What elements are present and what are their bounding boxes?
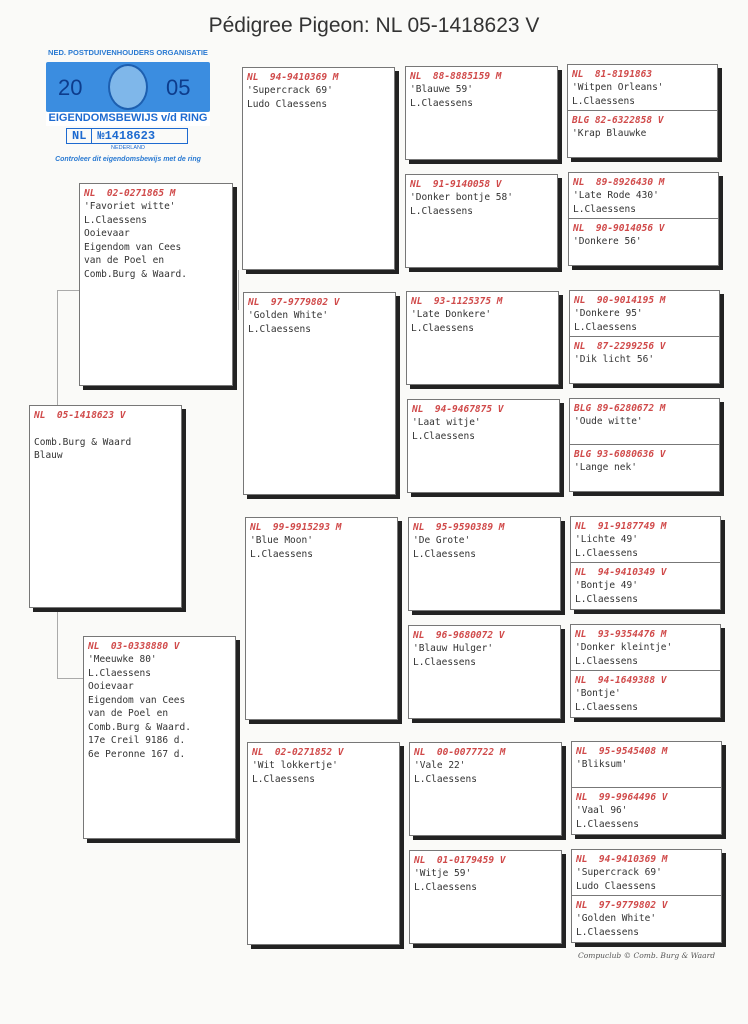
great-grandparent-card — [407, 399, 560, 493]
great-grandparent-card — [406, 291, 559, 385]
pigeon-details: 'Golden White' L.Claessens — [576, 913, 657, 938]
pigeon-details: 'Bliksum' — [576, 759, 628, 770]
ring-number: NL 90-9014195 M — [574, 295, 666, 306]
pigeon-details: 'Krap Blauwke — [572, 128, 647, 139]
connector-line — [57, 608, 58, 678]
pigeon-details: 'Supercrack 69' Ludo Claessens — [247, 85, 333, 110]
ring-number: NL 94-9410369 M — [247, 72, 339, 83]
pigeon-details: 'Late Rode 430' L.Claessens — [573, 190, 659, 215]
ancestor-cell — [569, 336, 720, 384]
footer-credit: Compuclub © Comb. Burg & Waard — [578, 951, 715, 960]
ring-number: NL 93-1125375 M — [411, 296, 503, 307]
ancestor-cell — [567, 64, 718, 111]
ring-number: NL 94-9410349 V — [575, 567, 667, 578]
pigeon-details: 'Vale 22' L.Claessens — [414, 760, 477, 785]
ring-number: NL 96-9680072 V — [413, 630, 505, 641]
ancestor-cell — [568, 172, 719, 219]
certificate-country-code: NL — [67, 129, 92, 143]
page-title: Pédigree Pigeon: NL 05-1418623 V — [208, 14, 540, 37]
ancestor-pair-card — [571, 849, 722, 943]
pigeon-details: 'Bontje' L.Claessens — [575, 688, 638, 713]
pigeon-details: 'Witpen Orleans' L.Claessens — [572, 82, 664, 107]
pigeon-details: 'Meeuwke 80' L.Claessens Ooievaar Eigendom van Cees van de Poel en Comb.Burg & Waard. 17e Creil 9186 d. 6e Peronne 167 d. — [88, 654, 191, 760]
certificate-band: EIGENDOMSBEWIJS v/d RING — [46, 112, 210, 126]
ancestor-cell — [571, 895, 722, 943]
ancestor-cell — [569, 398, 720, 445]
certificate-number-box — [66, 128, 188, 144]
ring-number: NL 94-9467875 V — [412, 404, 504, 415]
ring-number: NL 93-9354476 M — [575, 629, 667, 640]
ring-certificate — [32, 48, 224, 170]
ancestor-cell — [571, 849, 722, 896]
pigeon-details: 'Blue Moon' L.Claessens — [250, 535, 313, 560]
pigeon-details: 'Donkere 56' — [573, 236, 642, 247]
certificate-org: NED. POSTDUIVENHOUDERS ORGANISATIE — [48, 48, 208, 57]
ring-number: NL 99-9915293 M — [250, 522, 342, 533]
pigeon-details: 'Lange nek' — [574, 462, 637, 473]
pigeon-details: 'Lichte 49' L.Claessens — [575, 534, 638, 559]
pigeon-details: 'Late Donkere' L.Claessens — [411, 309, 492, 334]
ancestor-cell — [571, 741, 722, 788]
ancestor-pair-card — [569, 398, 720, 492]
ring-number: NL 00-0077722 M — [414, 747, 506, 758]
great-grandparent-card — [409, 742, 562, 836]
pigeon-details: 'Blauwe 59' L.Claessens — [410, 84, 473, 109]
ancestor-cell — [570, 562, 721, 610]
ancestor-pair-card — [570, 516, 721, 610]
ring-number: NL 91-9187749 M — [575, 521, 667, 532]
certificate-country: NEDERLAND — [111, 145, 145, 151]
ring-number: BLG 82-6322858 V — [572, 115, 664, 126]
ancestor-pair-card — [567, 64, 718, 158]
ancestor-cell — [570, 670, 721, 718]
pigeon-details: 'Blauw Hulger' L.Claessens — [413, 643, 494, 668]
ancestor-cell — [569, 290, 720, 337]
pigeon-details: Comb.Burg & Waard Blauw — [34, 436, 132, 461]
subject-pigeon-card — [29, 405, 182, 608]
ring-number: NL 90-9014056 V — [573, 223, 665, 234]
ancestor-cell — [570, 624, 721, 671]
ancestor-cell — [567, 110, 718, 158]
great-grandparent-card — [409, 850, 562, 944]
connector-line — [57, 290, 81, 291]
connector-line — [57, 678, 84, 679]
ring-number: NL 81-8191863 — [572, 69, 653, 80]
ring-number: NL 95-9545408 M — [576, 746, 668, 757]
ring-number: BLG 89-6280672 M — [574, 403, 666, 414]
pigeon-details: 'Laat witje' L.Claessens — [412, 417, 481, 442]
certificate-note: Controleer dit eigendomsbewijs met de ring — [55, 156, 201, 163]
ancestor-cell — [571, 787, 722, 835]
pigeon-details: 'Favoriet witte' L.Claessens Ooievaar Eigendom van Cees van de Poel en Comb.Burg & Waard. — [84, 201, 187, 280]
pigeon-details: 'Oude witte' — [574, 416, 643, 427]
pigeon-details: 'Donker kleintje' L.Claessens — [575, 642, 673, 667]
grandparent-card — [245, 517, 398, 720]
pigeon-details: 'Wit lokkertje' L.Claessens — [252, 760, 338, 785]
ring-number: NL 94-1649388 V — [575, 675, 667, 686]
ancestor-cell — [570, 516, 721, 563]
great-grandparent-card — [408, 517, 561, 611]
great-grandparent-card — [408, 625, 561, 719]
ring-number: NL 02-0271865 M — [84, 188, 176, 199]
connector-line — [238, 720, 239, 760]
grandparent-card — [247, 742, 400, 945]
great-grandparent-card — [405, 174, 558, 268]
ring-number: NL 91-9140058 V — [410, 179, 502, 190]
ancestor-pair-card — [569, 290, 720, 384]
pigeon-details: 'Donkere 95' L.Claessens — [574, 308, 643, 333]
ring-number: NL 87-2299256 V — [574, 341, 666, 352]
ring-number: NL 99-9964496 V — [576, 792, 668, 803]
ancestor-cell — [569, 444, 720, 492]
ancestor-pair-card — [571, 741, 722, 835]
ancestor-cell — [568, 218, 719, 266]
pigeon-details: 'Witje 59' L.Claessens — [414, 868, 477, 893]
great-grandparent-card — [405, 66, 558, 160]
ring-number: NL 97-9779802 V — [576, 900, 668, 911]
lion-emblem-icon — [108, 64, 148, 110]
ring-number: BLG 93-6080636 V — [574, 449, 666, 460]
grandparent-card — [242, 67, 395, 270]
certificate-number: №1418623 — [97, 129, 156, 143]
pigeon-details: 'De Grote' L.Claessens — [413, 535, 476, 560]
ancestor-pair-card — [570, 624, 721, 718]
certificate-year-right: 05 — [166, 75, 191, 100]
ring-number: NL 03-0338880 V — [88, 641, 180, 652]
pigeon-details: 'Vaal 96' L.Claessens — [576, 805, 639, 830]
pigeon-details: 'Bontje 49' L.Claessens — [575, 580, 638, 605]
certificate-year-left: 20 — [58, 75, 83, 100]
connector-line — [238, 270, 239, 310]
ring-number: NL 97-9779802 V — [248, 297, 340, 308]
pigeon-details: 'Golden White' L.Claessens — [248, 310, 329, 335]
ancestor-pair-card — [568, 172, 719, 266]
ring-number: NL 94-9410369 M — [576, 854, 668, 865]
dam-card — [83, 636, 236, 839]
ring-number: NL 05-1418623 V — [34, 410, 126, 421]
connector-line — [57, 290, 58, 406]
sire-card — [79, 183, 233, 386]
pigeon-details: 'Supercrack 69' Ludo Claessens — [576, 867, 662, 892]
pigeon-details: 'Dik licht 56' — [574, 354, 655, 365]
grandparent-card — [243, 292, 396, 495]
ring-number: NL 89-8926430 M — [573, 177, 665, 188]
ring-number: NL 01-0179459 V — [414, 855, 506, 866]
pigeon-details: 'Donker bontje 58' L.Claessens — [410, 192, 513, 217]
ring-number: NL 02-0271852 V — [252, 747, 344, 758]
ring-number: NL 88-8885159 M — [410, 71, 502, 82]
ring-number: NL 95-9590389 M — [413, 522, 505, 533]
